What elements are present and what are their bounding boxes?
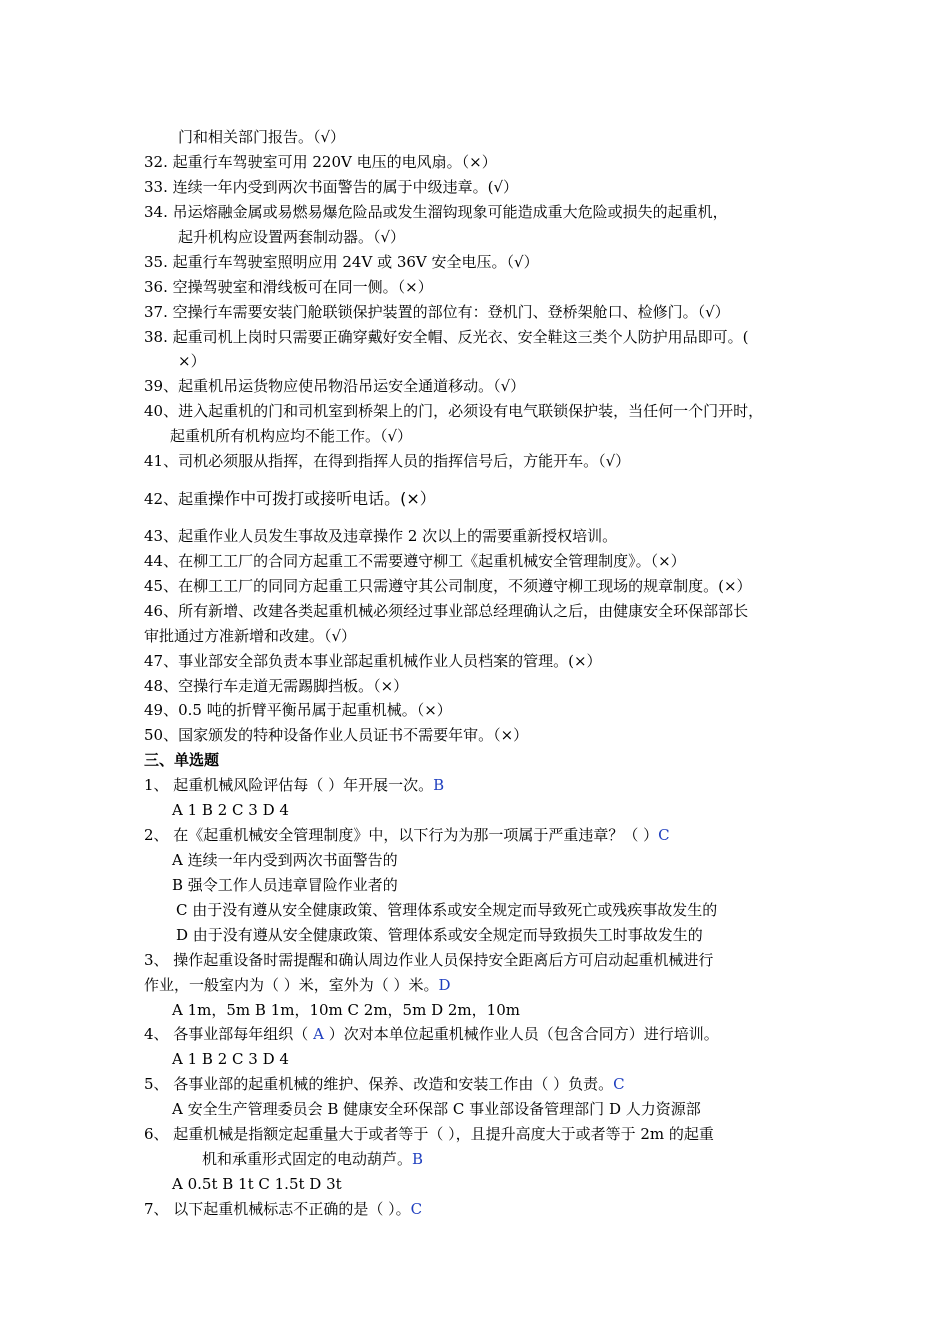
text-line: 32. 起重行车驾驶室可用 220V 电压的电风扇。（×）: [144, 153, 497, 171]
text-line-q42: [144, 489, 436, 509]
question-text: 7、 以下起重机械标志不正确的是（ ）。: [144, 1200, 411, 1218]
question-7: [144, 1199, 422, 1219]
text-line: 46、所有新增、改建各类起重机械必须经过事业部总经理确认之后，由健康安全环保部部长: [144, 602, 749, 620]
options-line: A 1 B 2 C 3 D 4: [172, 1050, 289, 1068]
option-line: C 由于没有遵从安全健康政策、管理体系或安全规定而导致死亡或残疾事故发生的: [176, 901, 718, 919]
text-line: 47、事业部安全部负责本事业部起重机械作业人员档案的管理。(×）: [144, 652, 602, 670]
text-line: 起重机所有机构应均不能工作。（√）: [170, 427, 413, 445]
text-line: 39、起重机吊运货物应使吊物沿吊运安全通道移动。（√）: [144, 377, 526, 395]
answer-label: B: [433, 776, 445, 794]
text-line: 38. 起重司机上岗时只需要正确穿戴好安全帽、反光衣、安全鞋这三类个人防护用品即可。(: [144, 328, 749, 346]
text-line: 36. 空操驾驶室和滑线板可在同一侧。（×）: [144, 278, 433, 296]
text-line: 45、在柳工工厂的同同方起重工只需遵守其公司制度，不须遵守柳工现场的规章制度。(×）: [144, 577, 752, 595]
answer-label: D: [438, 976, 451, 994]
options-line: A 1 B 2 C 3 D 4: [172, 801, 289, 819]
question-5: [144, 1074, 625, 1094]
section-title: 三、单选题: [144, 751, 220, 769]
text-line: 35. 起重行车驾驶室照明应用 24V 或 36V 安全电压。（√）: [144, 253, 539, 271]
text-line: 起升机构应设置两套制动器。（√）: [178, 228, 406, 246]
text-line: 40、进入起重机的门和司机室到桥架上的门，必须设有电气联锁保护装，当任何一个门开时，: [144, 402, 764, 420]
q42-suffix: 操作中可拨打或接听电话。(×）: [208, 489, 436, 508]
question-text: 5、 各事业部的起重机械的维护、保养、改造和安装工作由（ ）负责。: [144, 1075, 614, 1093]
text-line: 34. 吊运熔融金属或易燃易爆危险品或发生溜钩现象可能造成重大危险或损失的起重机，: [144, 203, 728, 221]
question-text: ）次对本单位起重机械作业人员（包含合同方）进行培训。: [323, 1025, 719, 1043]
question-1: [144, 775, 444, 795]
answer-label: A: [313, 1025, 324, 1043]
option-line: D 由于没有遵从安全健康政策、管理体系或安全规定而导致损失工时事故发生的: [176, 926, 703, 944]
q42-prefix: 42、起重: [144, 490, 209, 508]
text-line: 50、国家颁发的特种设备作业人员证书不需要年审。（×）: [144, 726, 529, 744]
options-line: A 1m，5m B 1m，10m C 2m，5m D 2m，10m: [172, 1001, 520, 1019]
question-text: 2、 在《起重机械安全管理制度》中，以下行为为那一项属于严重违章？（ ）: [144, 826, 659, 844]
question-text: 作业，一般室内为（ ）米，室外为（ ）米。: [144, 976, 439, 994]
answer-label: C: [410, 1200, 423, 1218]
answer-label: C: [658, 826, 670, 844]
option-line: A 连续一年内受到两次书面警告的: [172, 851, 398, 869]
text-line: 44、在柳工工厂的合同方起重工不需要遵守柳工《起重机械安全管理制度》。（×）: [144, 552, 686, 570]
question-2: [144, 825, 670, 845]
text-line: 审批通过方准新增和改建。（√）: [144, 627, 357, 645]
question-4: [144, 1024, 719, 1044]
text-line: 49、0.5 吨的折臂平衡吊属于起重机械。（×）: [144, 701, 452, 719]
question-text: 1、 起重机械风险评估每（ ）年开展一次。: [144, 776, 434, 794]
question-3: 3、 操作起重设备时需提醒和确认周边作业人员保持安全距离后方可启动起重机械进行: [144, 951, 714, 969]
text-line: ×）: [178, 352, 206, 370]
answer-label: C: [613, 1075, 625, 1093]
text-line: 43、起重作业人员发生事故及违章操作 2 次以上的需要重新授权培训。: [144, 527, 618, 545]
question-text: 机和承重形式固定的电动葫芦。: [202, 1150, 413, 1168]
question-3-cont: [144, 975, 451, 995]
question-text: 4、 各事业部每年组织（: [144, 1025, 314, 1043]
option-line: B 强令工作人员违章冒险作业者的: [172, 876, 398, 894]
text-line: 37. 空操行车需要安装门舱联锁保护装置的部位有：登机门、登桥架舱口、检修门。（√）: [144, 303, 730, 321]
text-line: 41、司机必须服从指挥，在得到指挥人员的指挥信号后，方能开车。（√）: [144, 452, 631, 470]
text-line: 48、空操行车走道无需踢脚挡板。（×）: [144, 677, 409, 695]
answer-label: B: [412, 1150, 424, 1168]
text-line: 33. 连续一年内受到两次书面警告的属于中级违章。(√）: [144, 178, 519, 196]
question-6: 6、 起重机械是指额定起重量大于或者等于（ ），且提升高度大于或者等于 2m 的起重: [144, 1125, 714, 1143]
text-line: 门和相关部门报告。（√）: [178, 128, 346, 146]
options-line: A 安全生产管理委员会 B 健康安全环保部 C 事业部设备管理部门 D 人力资源部: [172, 1100, 701, 1118]
question-6-cont: [202, 1149, 423, 1169]
options-line: A 0.5t B 1t C 1.5t D 3t: [172, 1175, 342, 1193]
